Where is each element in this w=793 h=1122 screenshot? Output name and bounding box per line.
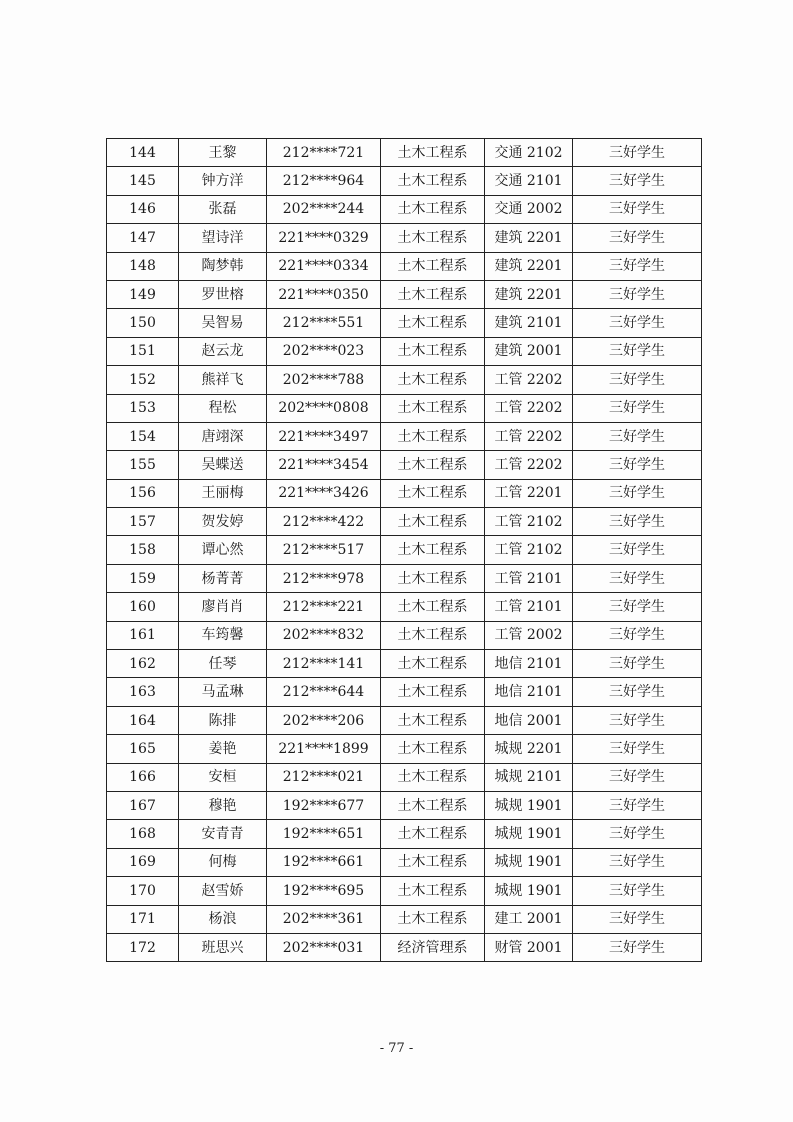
table-row <box>107 366 702 394</box>
student-id-cell: 202****832 <box>267 621 381 649</box>
award-cell: 三好学生 <box>573 139 702 167</box>
table-row <box>107 252 702 280</box>
table-row <box>107 280 702 308</box>
student-id-cell: 202****361 <box>267 905 381 933</box>
table-row <box>107 139 702 167</box>
row-number-cell: 160 <box>107 593 179 621</box>
table-row <box>107 678 702 706</box>
award-cell: 三好学生 <box>573 394 702 422</box>
award-cell: 三好学生 <box>573 650 702 678</box>
row-number-cell: 144 <box>107 139 179 167</box>
table-row <box>107 451 702 479</box>
class-cell: 交通 2002 <box>485 195 573 223</box>
student-id-cell: 221****0334 <box>267 252 381 280</box>
award-cell: 三好学生 <box>573 252 702 280</box>
class-cell: 工管 2102 <box>485 536 573 564</box>
table-row <box>107 791 702 819</box>
class-cell: 城规 2201 <box>485 735 573 763</box>
award-cell: 三好学生 <box>573 848 702 876</box>
table-row <box>107 564 702 592</box>
department-cell: 土木工程系 <box>381 621 485 649</box>
class-cell: 工管 2201 <box>485 479 573 507</box>
table-row <box>107 167 702 195</box>
student-name-cell: 马孟琳 <box>179 678 267 706</box>
student-id-cell: 212****964 <box>267 167 381 195</box>
student-id-cell: 212****551 <box>267 309 381 337</box>
table-row <box>107 848 702 876</box>
class-cell: 地信 2101 <box>485 678 573 706</box>
class-cell: 建筑 2201 <box>485 252 573 280</box>
department-cell: 土木工程系 <box>381 848 485 876</box>
class-cell: 工管 2101 <box>485 593 573 621</box>
class-cell: 城规 1901 <box>485 791 573 819</box>
department-cell: 土木工程系 <box>381 195 485 223</box>
table-row <box>107 479 702 507</box>
award-cell: 三好学生 <box>573 337 702 365</box>
class-cell: 城规 1901 <box>485 877 573 905</box>
row-number-cell: 163 <box>107 678 179 706</box>
department-cell: 土木工程系 <box>381 224 485 252</box>
award-cell: 三好学生 <box>573 763 702 791</box>
department-cell: 土木工程系 <box>381 252 485 280</box>
award-cell: 三好学生 <box>573 877 702 905</box>
row-number-cell: 172 <box>107 933 179 961</box>
class-cell: 建筑 2101 <box>485 309 573 337</box>
row-number-cell: 161 <box>107 621 179 649</box>
row-number-cell: 157 <box>107 508 179 536</box>
department-cell: 土木工程系 <box>381 536 485 564</box>
student-name-cell: 穆艳 <box>179 791 267 819</box>
student-id-cell: 192****695 <box>267 877 381 905</box>
award-cell: 三好学生 <box>573 280 702 308</box>
table-row <box>107 536 702 564</box>
student-name-cell: 杨菁菁 <box>179 564 267 592</box>
department-cell: 土木工程系 <box>381 394 485 422</box>
page-number: - 77 - <box>379 1041 414 1056</box>
class-cell: 城规 1901 <box>485 848 573 876</box>
student-id-cell: 221****0350 <box>267 280 381 308</box>
row-number-cell: 149 <box>107 280 179 308</box>
table-row <box>107 706 702 734</box>
class-cell: 交通 2101 <box>485 167 573 195</box>
department-cell: 土木工程系 <box>381 422 485 450</box>
department-cell: 土木工程系 <box>381 650 485 678</box>
class-cell: 工管 2202 <box>485 422 573 450</box>
row-number-cell: 170 <box>107 877 179 905</box>
row-number-cell: 156 <box>107 479 179 507</box>
student-name-cell: 赵云龙 <box>179 337 267 365</box>
class-cell: 工管 2202 <box>485 366 573 394</box>
student-id-cell: 192****677 <box>267 791 381 819</box>
row-number-cell: 162 <box>107 650 179 678</box>
student-name-cell: 贺发婷 <box>179 508 267 536</box>
row-number-cell: 164 <box>107 706 179 734</box>
row-number-cell: 155 <box>107 451 179 479</box>
student-name-cell: 安青青 <box>179 820 267 848</box>
student-id-cell: 212****978 <box>267 564 381 592</box>
award-cell: 三好学生 <box>573 536 702 564</box>
award-table-body <box>107 139 702 962</box>
class-cell: 建筑 2001 <box>485 337 573 365</box>
table-row <box>107 337 702 365</box>
award-cell: 三好学生 <box>573 621 702 649</box>
award-cell: 三好学生 <box>573 451 702 479</box>
student-name-cell: 陈排 <box>179 706 267 734</box>
table-row <box>107 905 702 933</box>
department-cell: 土木工程系 <box>381 479 485 507</box>
student-name-cell: 班思兴 <box>179 933 267 961</box>
student-id-cell: 212****721 <box>267 139 381 167</box>
table-row <box>107 877 702 905</box>
row-number-cell: 159 <box>107 564 179 592</box>
student-id-cell: 212****422 <box>267 508 381 536</box>
table-row <box>107 820 702 848</box>
department-cell: 土木工程系 <box>381 451 485 479</box>
student-id-cell: 192****661 <box>267 848 381 876</box>
student-id-cell: 221****3426 <box>267 479 381 507</box>
student-name-cell: 程松 <box>179 394 267 422</box>
table-row <box>107 195 702 223</box>
row-number-cell: 169 <box>107 848 179 876</box>
department-cell: 土木工程系 <box>381 508 485 536</box>
class-cell: 地信 2101 <box>485 650 573 678</box>
student-id-cell: 202****788 <box>267 366 381 394</box>
student-id-cell: 192****651 <box>267 820 381 848</box>
department-cell: 土木工程系 <box>381 706 485 734</box>
department-cell: 土木工程系 <box>381 337 485 365</box>
award-table <box>106 138 702 962</box>
class-cell: 工管 2101 <box>485 564 573 592</box>
table-row <box>107 621 702 649</box>
department-cell: 土木工程系 <box>381 763 485 791</box>
class-cell: 城规 1901 <box>485 820 573 848</box>
department-cell: 土木工程系 <box>381 167 485 195</box>
student-name-cell: 张磊 <box>179 195 267 223</box>
student-id-cell: 212****021 <box>267 763 381 791</box>
award-cell: 三好学生 <box>573 593 702 621</box>
award-cell: 三好学生 <box>573 224 702 252</box>
department-cell: 土木工程系 <box>381 791 485 819</box>
award-cell: 三好学生 <box>573 791 702 819</box>
student-name-cell: 安桓 <box>179 763 267 791</box>
row-number-cell: 151 <box>107 337 179 365</box>
table-row <box>107 650 702 678</box>
student-name-cell: 车筠馨 <box>179 621 267 649</box>
department-cell: 土木工程系 <box>381 593 485 621</box>
award-roster <box>106 138 701 962</box>
award-cell: 三好学生 <box>573 820 702 848</box>
student-name-cell: 姜艳 <box>179 735 267 763</box>
class-cell: 建筑 2201 <box>485 224 573 252</box>
department-cell: 土木工程系 <box>381 564 485 592</box>
student-name-cell: 望诗洋 <box>179 224 267 252</box>
student-id-cell: 202****031 <box>267 933 381 961</box>
award-cell: 三好学生 <box>573 366 702 394</box>
table-row <box>107 735 702 763</box>
table-row <box>107 309 702 337</box>
table-row <box>107 422 702 450</box>
student-name-cell: 钟方洋 <box>179 167 267 195</box>
student-name-cell: 陶梦韩 <box>179 252 267 280</box>
class-cell: 工管 2002 <box>485 621 573 649</box>
class-cell: 工管 2202 <box>485 451 573 479</box>
row-number-cell: 153 <box>107 394 179 422</box>
student-id-cell: 221****0329 <box>267 224 381 252</box>
table-row <box>107 763 702 791</box>
row-number-cell: 168 <box>107 820 179 848</box>
student-name-cell: 吴智易 <box>179 309 267 337</box>
student-name-cell: 罗世榕 <box>179 280 267 308</box>
row-number-cell: 154 <box>107 422 179 450</box>
student-name-cell: 王丽梅 <box>179 479 267 507</box>
department-cell: 土木工程系 <box>381 905 485 933</box>
row-number-cell: 145 <box>107 167 179 195</box>
award-cell: 三好学生 <box>573 167 702 195</box>
student-name-cell: 熊祥飞 <box>179 366 267 394</box>
row-number-cell: 171 <box>107 905 179 933</box>
class-cell: 交通 2102 <box>485 139 573 167</box>
student-name-cell: 赵雪娇 <box>179 877 267 905</box>
student-name-cell: 唐翊深 <box>179 422 267 450</box>
class-cell: 城规 2101 <box>485 763 573 791</box>
student-name-cell: 谭心然 <box>179 536 267 564</box>
class-cell: 工管 2102 <box>485 508 573 536</box>
row-number-cell: 148 <box>107 252 179 280</box>
award-cell: 三好学生 <box>573 309 702 337</box>
student-name-cell: 吴蝶送 <box>179 451 267 479</box>
department-cell: 土木工程系 <box>381 280 485 308</box>
table-row <box>107 508 702 536</box>
student-id-cell: 212****141 <box>267 650 381 678</box>
table-row <box>107 394 702 422</box>
row-number-cell: 167 <box>107 791 179 819</box>
row-number-cell: 166 <box>107 763 179 791</box>
student-id-cell: 221****1899 <box>267 735 381 763</box>
student-id-cell: 221****3497 <box>267 422 381 450</box>
department-cell: 经济管理系 <box>381 933 485 961</box>
student-name-cell: 杨浪 <box>179 905 267 933</box>
award-cell: 三好学生 <box>573 508 702 536</box>
row-number-cell: 147 <box>107 224 179 252</box>
class-cell: 工管 2202 <box>485 394 573 422</box>
table-row <box>107 933 702 961</box>
row-number-cell: 158 <box>107 536 179 564</box>
row-number-cell: 165 <box>107 735 179 763</box>
row-number-cell: 152 <box>107 366 179 394</box>
award-cell: 三好学生 <box>573 706 702 734</box>
row-number-cell: 146 <box>107 195 179 223</box>
award-cell: 三好学生 <box>573 564 702 592</box>
student-id-cell: 212****644 <box>267 678 381 706</box>
department-cell: 土木工程系 <box>381 820 485 848</box>
department-cell: 土木工程系 <box>381 366 485 394</box>
class-cell: 财管 2001 <box>485 933 573 961</box>
class-cell: 建工 2001 <box>485 905 573 933</box>
department-cell: 土木工程系 <box>381 139 485 167</box>
table-row <box>107 224 702 252</box>
student-name-cell: 任琴 <box>179 650 267 678</box>
table-row <box>107 593 702 621</box>
award-cell: 三好学生 <box>573 195 702 223</box>
department-cell: 土木工程系 <box>381 309 485 337</box>
student-id-cell: 221****3454 <box>267 451 381 479</box>
student-id-cell: 212****221 <box>267 593 381 621</box>
award-cell: 三好学生 <box>573 479 702 507</box>
row-number-cell: 150 <box>107 309 179 337</box>
department-cell: 土木工程系 <box>381 735 485 763</box>
department-cell: 土木工程系 <box>381 877 485 905</box>
award-cell: 三好学生 <box>573 933 702 961</box>
award-cell: 三好学生 <box>573 678 702 706</box>
class-cell: 地信 2001 <box>485 706 573 734</box>
department-cell: 土木工程系 <box>381 678 485 706</box>
award-cell: 三好学生 <box>573 735 702 763</box>
student-id-cell: 202****244 <box>267 195 381 223</box>
award-cell: 三好学生 <box>573 422 702 450</box>
award-cell: 三好学生 <box>573 905 702 933</box>
student-id-cell: 202****023 <box>267 337 381 365</box>
student-name-cell: 廖肖肖 <box>179 593 267 621</box>
student-id-cell: 202****206 <box>267 706 381 734</box>
student-id-cell: 202****0808 <box>267 394 381 422</box>
class-cell: 建筑 2201 <box>485 280 573 308</box>
student-id-cell: 212****517 <box>267 536 381 564</box>
student-name-cell: 何梅 <box>179 848 267 876</box>
student-name-cell: 王黎 <box>179 139 267 167</box>
